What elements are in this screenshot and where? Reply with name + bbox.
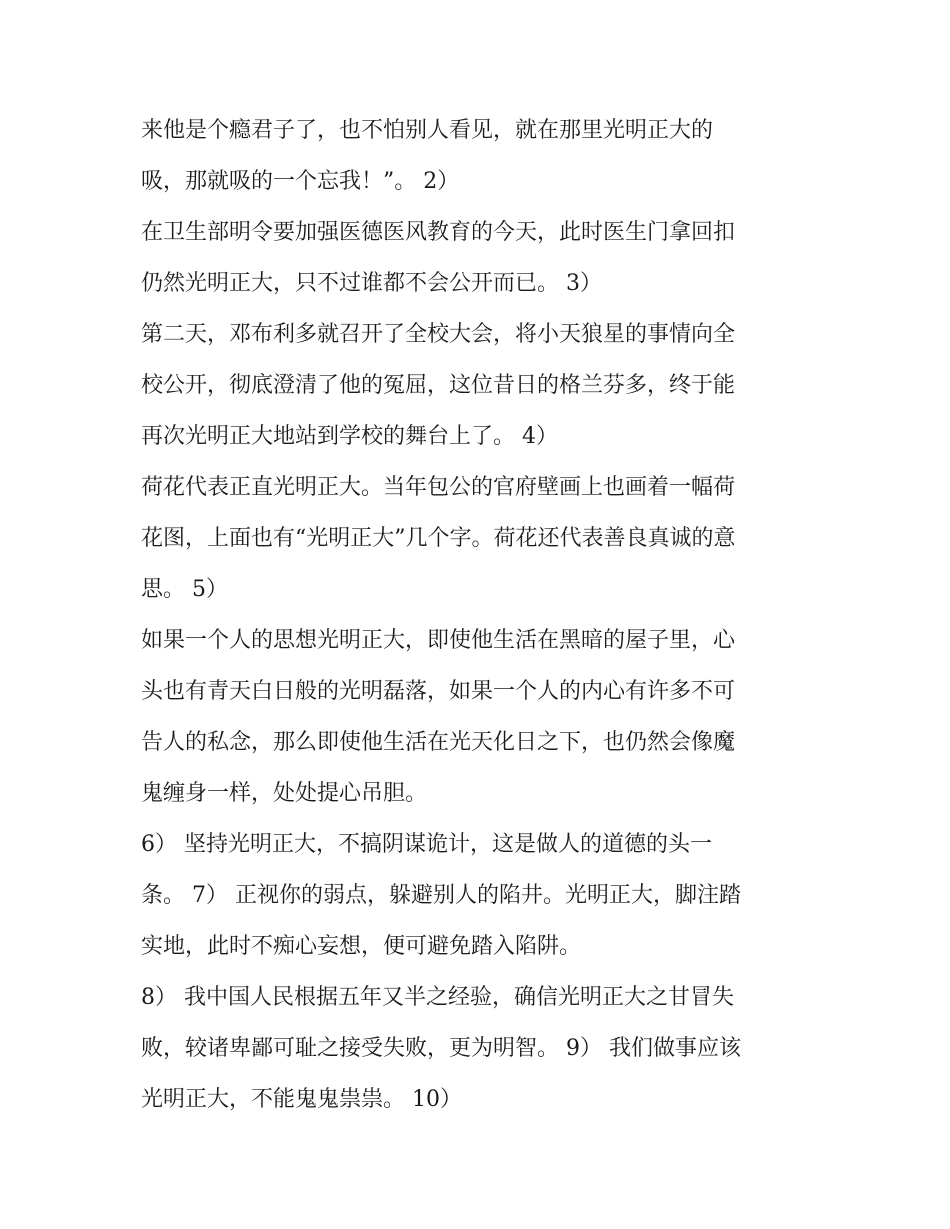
text-line: 头也有青天白日般的光明磊落，如果一个人的内心有许多不可 <box>141 679 736 704</box>
text-line: 花图，上面也有“光明正大”几个字。荷花还代表善良真诚的意 <box>141 526 736 551</box>
text-line: 败，较诸卑鄙可耻之接受失败，更为明智。 9） 我们做事应该 <box>141 1036 741 1061</box>
text-line: 条。 7） 正视你的弱点，躲避别人的陷井。光明正大，脚注踏 <box>141 883 741 908</box>
text-line: 鬼缠身一样，处处提心吊胆。 <box>141 781 428 806</box>
text-line: 如果一个人的思想光明正大，即使他生活在黑暗的屋子里，心 <box>141 628 736 653</box>
text-line: 吸，那就吸的一个忘我！”。 2） <box>141 169 460 194</box>
body-text <box>141 105 821 1125</box>
text-line: 校公开，彻底澄清了他的冤屈，这位昔日的格兰芬多，终于能 <box>141 373 736 398</box>
text-line: 6） 坚持光明正大，不搞阴谋诡计，这是做人的道德的头一 <box>141 832 712 857</box>
text-line: 8） 我中国人民根据五年又半之经验，确信光明正大之甘冒失 <box>141 985 734 1010</box>
text-line: 再次光明正大地站到学校的舞台上了。 4） <box>141 424 558 449</box>
text-line: 在卫生部明令要加强医德医风教育的今天，此时医生门拿回扣 <box>141 220 736 245</box>
text-line: 思。 5） <box>141 577 228 602</box>
text-line: 告人的私念，那么即使他生活在光天化日之下，也仍然会像魔 <box>141 730 736 755</box>
text-line: 第二天，邓布利多就召开了全校大会，将小天狼星的事情向全 <box>141 322 736 347</box>
text-line: 仍然光明正大，只不过谁都不会公开而已。 3） <box>141 271 602 296</box>
text-line: 光明正大，不能鬼鬼祟祟。 10） <box>141 1087 462 1112</box>
text-line: 实地，此时不痴心妄想，便可避免踏入陷阱。 <box>141 934 582 959</box>
text-line: 荷花代表正直光明正大。当年包公的官府壁画上也画着一幅荷 <box>141 475 736 500</box>
text-line: 来他是个瘾君子了，也不怕别人看见，就在那里光明正大的 <box>141 118 714 143</box>
